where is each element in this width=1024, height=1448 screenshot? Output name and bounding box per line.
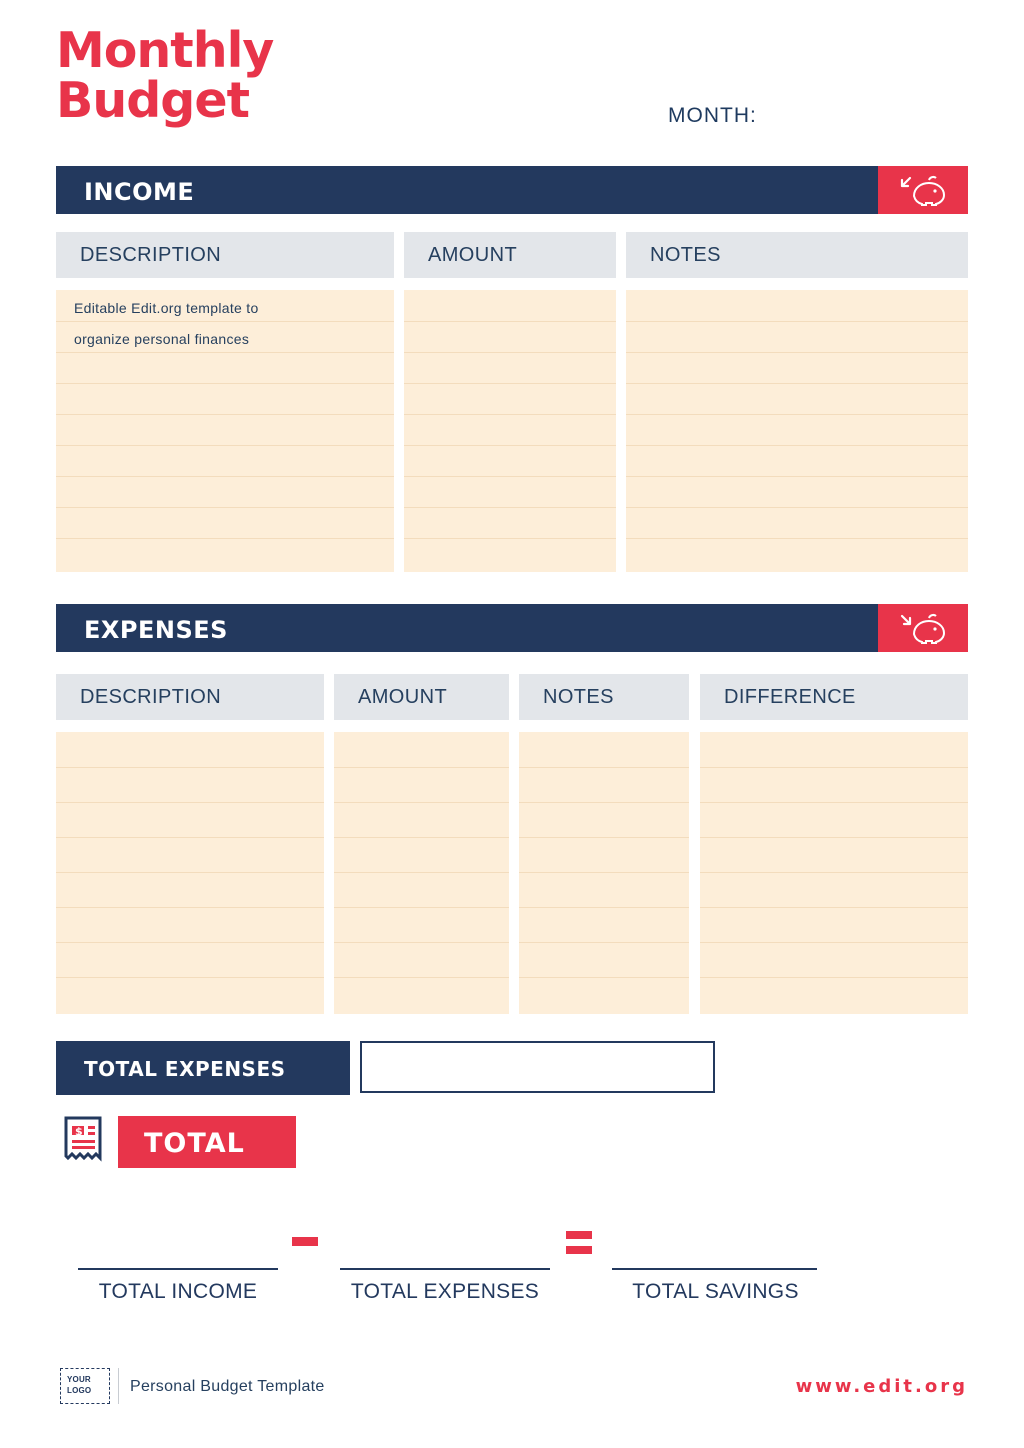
income-cell-description-1[interactable]: Editable Edit.org template to — [74, 300, 259, 316]
expenses-col-header-notes — [519, 674, 689, 720]
expenses-col-header-description — [56, 674, 324, 720]
your-logo-line2: LOGO — [67, 1386, 92, 1395]
receipt-dollar-icon — [60, 1114, 106, 1175]
income-column-notes[interactable] — [626, 290, 968, 572]
income-col-header-amount-label: AMOUNT — [428, 244, 518, 266]
total-income-input[interactable] — [78, 1268, 278, 1270]
income-col-header-notes-label: NOTES — [650, 244, 721, 266]
your-logo-placeholder[interactable] — [60, 1368, 110, 1404]
income-section-bar — [56, 166, 968, 214]
total-expenses-input[interactable] — [360, 1041, 715, 1093]
income-column-amount[interactable] — [404, 290, 616, 572]
piggy-bank-arrow-in-icon — [878, 166, 968, 214]
total-expenses-caption: TOTAL EXPENSES — [350, 1280, 540, 1303]
income-column-description[interactable] — [56, 290, 394, 572]
expenses-col-header-amount — [334, 674, 509, 720]
expenses-col-header-difference — [700, 674, 968, 720]
income-col-header-description-label: DESCRIPTION — [80, 244, 222, 266]
total-expenses-bar — [56, 1041, 350, 1095]
expenses-column-notes[interactable] — [519, 732, 689, 1014]
income-col-header-notes — [626, 232, 968, 278]
expenses-section-label: EXPENSES — [84, 616, 228, 644]
piggy-bank-arrow-out-icon — [878, 604, 968, 652]
page-title-line2: Budget — [56, 72, 250, 129]
expenses-column-difference[interactable] — [700, 732, 968, 1014]
total-badge — [118, 1116, 296, 1168]
expenses-col-header-notes-label: NOTES — [543, 686, 614, 708]
total-badge-label: TOTAL — [144, 1128, 245, 1159]
total-expenses-label: TOTAL EXPENSES — [84, 1057, 286, 1081]
month-label: MONTH: — [668, 104, 757, 127]
total-savings-input[interactable] — [612, 1268, 817, 1270]
total-savings-caption: TOTAL SAVINGS — [632, 1280, 799, 1303]
total-income-caption: TOTAL INCOME — [98, 1280, 258, 1303]
footer-caption: Personal Budget Template — [130, 1378, 325, 1395]
page-title — [56, 22, 274, 129]
total-expenses-summary-input[interactable] — [340, 1268, 550, 1270]
expenses-column-amount[interactable] — [334, 732, 509, 1014]
income-col-header-description — [56, 232, 394, 278]
income-section-label: INCOME — [84, 178, 195, 206]
equals-sign-icon-bottom — [566, 1246, 592, 1254]
expenses-col-header-difference-label: DIFFERENCE — [724, 686, 856, 708]
footer-url[interactable]: www.edit.org — [795, 1376, 968, 1397]
page-title-line1: Monthly — [56, 22, 274, 79]
expenses-col-header-amount-label: AMOUNT — [358, 686, 448, 708]
expenses-col-header-description-label: DESCRIPTION — [80, 686, 222, 708]
minus-sign-icon — [292, 1237, 318, 1246]
footer-divider — [118, 1368, 119, 1404]
equals-sign-icon-top — [566, 1231, 592, 1239]
svg-text:$: $ — [75, 1125, 83, 1138]
your-logo-line1: YOUR — [67, 1375, 91, 1384]
income-cell-description-2[interactable]: organize personal finances — [74, 331, 250, 347]
expenses-column-description[interactable] — [56, 732, 324, 1014]
header — [56, 22, 968, 138]
income-col-header-amount — [404, 232, 616, 278]
expenses-section-bar — [56, 604, 968, 652]
